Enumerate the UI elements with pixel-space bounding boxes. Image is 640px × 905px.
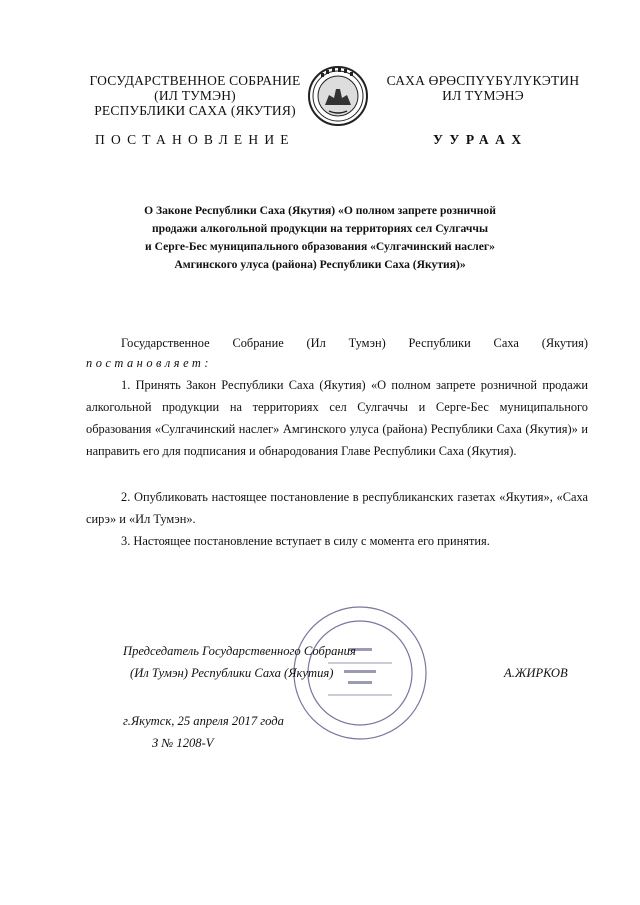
issuer-name-russian [84, 73, 306, 118]
intro-paragraph: Государственное Собрание (Ил Тумэн) Республики Саха (Якутия) [121, 336, 588, 350]
decree-word: постановляет: [86, 356, 212, 370]
title-line: продажи алкогольной продукции на территориях сел Сулгаччы [151, 222, 489, 235]
document-title [110, 202, 530, 274]
item-3-paragraph: 3. Настоящее постановление вступает в силу с момента его принятия. [121, 534, 490, 548]
issuer-name-yakut [378, 73, 588, 103]
issuer-line: ГОСУДАРСТВЕННОЕ СОБРАНИЕ [89, 73, 301, 88]
title-line: и Серге-Бес муниципального образования «Сулгачинский наслег» [145, 240, 495, 253]
document-type-yakut: УУРААХ [433, 132, 528, 147]
signatory-title-line-1: Председатель Государственного Собрания [123, 644, 356, 658]
issuer-line: РЕСПУБЛИКИ САХА (ЯКУТИЯ) [94, 103, 296, 118]
issuer-line: (ИЛ ТУМЭН) [154, 88, 236, 103]
document-number: З № 1208-V [152, 736, 214, 750]
document-type-russian: ПОСТАНОВЛЕНИЕ [95, 132, 295, 147]
title-line: Амгинского улуса (района) Республики Саха (Якутия)» [174, 258, 466, 271]
place-and-date: г.Якутск, 25 апреля 2017 года [123, 714, 284, 728]
issuer-line: ИЛ ТҮМЭНЭ [442, 88, 524, 103]
coat-of-arms-emblem [307, 65, 369, 127]
item-1-paragraph: 1. Принять Закон Республики Саха (Якутия) «О полном запрете розничной продажи алкогольной продукции на территориях сел Сулгаччы и Серге-Бес муниципального образования «Сулгачинский наслег» Амгинского улуса (района) Республики Саха (Якутия)» и направить его для подписания и обнародования Главе Республики Саха (Якутия). [86, 378, 588, 458]
issuer-line: САХА ӨРӨСПҮҮБҮЛҮКЭТИН [386, 73, 580, 88]
item-2-paragraph: 2. Опубликовать настоящее постановление в республиканских газетах «Якутия», «Саха сирэ» и «Ил Тумэн». [86, 490, 588, 526]
signatory-title-line-2: (Ил Тумэн) Республики Саха (Якутия) [130, 666, 334, 680]
signatory-name: А.ЖИРКОВ [504, 666, 568, 680]
title-line: О Законе Республики Саха (Якутия) «О полном запрете розничной [144, 204, 496, 217]
